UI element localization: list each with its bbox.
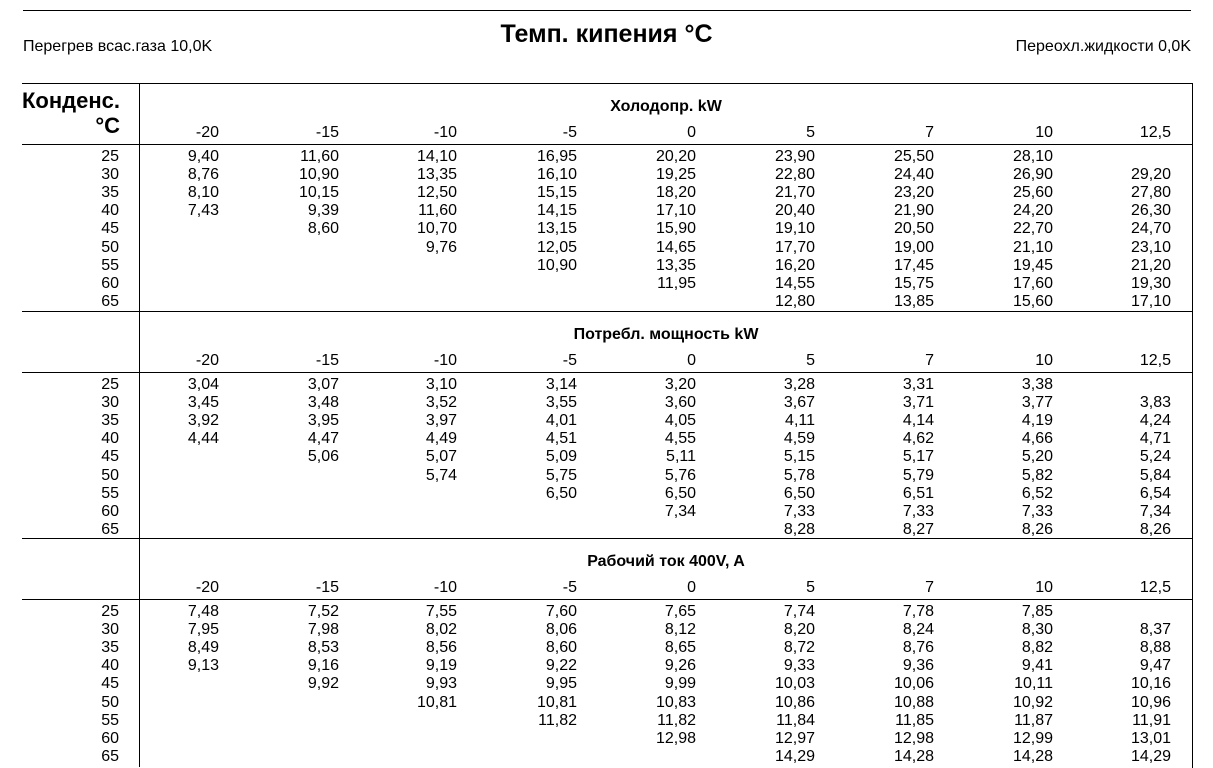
table-cell: 6,50 (545, 485, 577, 502)
table-cell: 4,66 (1021, 430, 1053, 447)
table-cell: 24,40 (893, 166, 934, 183)
table-cell: 21,90 (893, 202, 934, 219)
table-cell: 10,11 (1014, 675, 1053, 692)
evaporating-temp-header: -5 (562, 352, 577, 369)
top-rule (23, 10, 1191, 11)
table-cell: 3,97 (425, 412, 457, 429)
table-cell: 11,82 (657, 712, 696, 729)
condensing-temp-cell: 35 (101, 412, 119, 429)
table-cell: 15,75 (893, 275, 934, 292)
table-cell: 5,11 (666, 448, 696, 465)
table-cell: 5,24 (1139, 448, 1171, 465)
table-row (0, 467, 1213, 485)
table-cell: 8,02 (425, 621, 457, 638)
table-cell: 19,45 (1012, 257, 1053, 274)
table-cell: 9,33 (783, 657, 815, 674)
table-cell: 7,33 (902, 503, 934, 520)
table-cell: 8,65 (664, 639, 696, 656)
table-cell: 5,09 (545, 448, 577, 465)
section-divider (22, 538, 1192, 539)
table-row (0, 657, 1213, 675)
table-row (0, 293, 1213, 311)
table-row (0, 184, 1213, 202)
table-row (0, 412, 1213, 430)
table-cell: 8,10 (187, 184, 219, 201)
table-cell: 16,95 (536, 148, 577, 165)
table-cell: 7,98 (307, 621, 339, 638)
table-cell: 10,96 (1130, 694, 1171, 711)
condensing-temp-cell: 45 (101, 220, 119, 237)
table-cell: 8,60 (307, 220, 339, 237)
table-cell: 12,98 (655, 730, 696, 747)
table-cell: 4,24 (1139, 412, 1171, 429)
table-cell: 10,90 (536, 257, 577, 274)
table-cell: 7,95 (187, 621, 219, 638)
table-cell: 14,29 (774, 748, 815, 765)
table-cell: 11,84 (776, 712, 815, 729)
table-cell: 10,16 (1130, 675, 1171, 692)
condensing-temp-cell: 65 (101, 521, 119, 538)
table-cell: 3,77 (1021, 394, 1053, 411)
table-cell: 14,55 (774, 275, 815, 292)
table-cell: 11,82 (538, 712, 577, 729)
table-cell: 17,45 (893, 257, 934, 274)
table-row (0, 694, 1213, 712)
table-cell: 7,33 (783, 503, 815, 520)
condensing-temp-cell: 60 (101, 275, 119, 292)
table-cell: 9,19 (425, 657, 457, 674)
table-cell: 8,60 (545, 639, 577, 656)
evaporating-temp-header: -15 (315, 352, 339, 369)
evaporating-temp-header: -15 (315, 579, 339, 596)
condensing-temp-cell: 55 (101, 485, 119, 502)
table-cell: 10,15 (298, 184, 339, 201)
table-cell: 13,35 (655, 257, 696, 274)
table-cell: 17,60 (1012, 275, 1053, 292)
table-cell: 8,12 (664, 621, 696, 638)
condensing-temp-cell: 65 (101, 748, 119, 765)
table-cell: 9,39 (307, 202, 339, 219)
table-row (0, 730, 1213, 748)
table-cell: 21,20 (1130, 257, 1171, 274)
table-cell: 12,98 (893, 730, 934, 747)
table-cell: 4,01 (545, 412, 577, 429)
table-cell: 3,92 (187, 412, 219, 429)
table-cell: 3,38 (1021, 376, 1053, 393)
table-cell: 3,04 (187, 376, 219, 393)
table-cell: 19,25 (655, 166, 696, 183)
condensing-temp-cell: 60 (101, 730, 119, 747)
table-cell: 3,28 (783, 376, 815, 393)
evaporating-temp-header: 7 (925, 352, 934, 369)
evaporating-temp-header-row (0, 352, 1213, 370)
table-cell: 8,20 (783, 621, 815, 638)
table-cell: 4,11 (785, 412, 815, 429)
evaporating-temp-header: 12,5 (1139, 579, 1171, 596)
table-cell: 5,20 (1021, 448, 1053, 465)
table-cell: 22,80 (774, 166, 815, 183)
header-separator (22, 144, 1192, 145)
table-cell: 4,51 (545, 430, 577, 447)
table-cell: 3,60 (664, 394, 696, 411)
evaporating-temp-header-row (0, 124, 1213, 142)
condensing-temp-cell: 35 (101, 184, 119, 201)
table-cell: 9,41 (1021, 657, 1053, 674)
table-cell: 4,05 (664, 412, 696, 429)
table-row (0, 712, 1213, 730)
table-cell: 7,34 (664, 503, 696, 520)
condensing-temp-cell: 65 (101, 293, 119, 310)
table-cell: 10,92 (1012, 694, 1053, 711)
table-cell: 16,20 (774, 257, 815, 274)
table-cell: 9,92 (307, 675, 339, 692)
table-row (0, 257, 1213, 275)
table-row (0, 503, 1213, 521)
table-cell: 12,80 (774, 293, 815, 310)
table-row (0, 621, 1213, 639)
table-cell: 21,70 (774, 184, 815, 201)
evaporating-temp-header-row (0, 579, 1213, 597)
table-cell: 5,06 (307, 448, 339, 465)
table-cell: 10,70 (416, 220, 457, 237)
evaporating-temp-header: -15 (315, 124, 339, 141)
condensing-temp-cell: 40 (101, 202, 119, 219)
table-cell: 11,60 (300, 148, 339, 165)
table-row (0, 448, 1213, 466)
table-cell: 3,20 (664, 376, 696, 393)
page-title: Темп. кипения °C (500, 20, 713, 48)
table-cell: 3,52 (425, 394, 457, 411)
table-cell: 4,47 (307, 430, 339, 447)
table-row (0, 485, 1213, 503)
condensing-temp-cell: 40 (101, 430, 119, 447)
table-cell: 5,76 (664, 467, 696, 484)
evaporating-temp-header: -20 (195, 352, 219, 369)
table-cell: 22,70 (1012, 220, 1053, 237)
condensing-temp-cell: 40 (101, 657, 119, 674)
table-cell: 6,50 (664, 485, 696, 502)
table-cell: 3,10 (425, 376, 457, 393)
table-cell: 13,01 (1130, 730, 1171, 747)
header-separator (22, 599, 1192, 600)
table-cell: 11,85 (895, 712, 934, 729)
table-cell: 26,90 (1012, 166, 1053, 183)
table-cell: 13,85 (893, 293, 934, 310)
evaporating-temp-header: 0 (687, 352, 696, 369)
table-cell: 20,50 (893, 220, 934, 237)
section-title: Потребл. мощность kW (573, 326, 759, 343)
table-cell: 16,10 (536, 166, 577, 183)
table-cell: 19,30 (1130, 275, 1171, 292)
evaporating-temp-header: 7 (925, 579, 934, 596)
table-cell: 11,60 (418, 202, 457, 219)
table-cell: 3,45 (187, 394, 219, 411)
table-cell: 14,28 (893, 748, 934, 765)
table-cell: 8,30 (1021, 621, 1053, 638)
table-cell: 8,56 (425, 639, 457, 656)
table-cell: 19,10 (774, 220, 815, 237)
table-cell: 17,70 (774, 239, 815, 256)
evaporating-temp-header: 5 (806, 124, 815, 141)
table-row (0, 239, 1213, 257)
table-cell: 4,14 (902, 412, 934, 429)
table-cell: 6,54 (1139, 485, 1171, 502)
table-cell: 10,81 (536, 694, 577, 711)
table-cell: 12,50 (416, 184, 457, 201)
evaporating-temp-header: 0 (687, 124, 696, 141)
table-cell: 5,07 (425, 448, 457, 465)
table-cell: 14,10 (416, 148, 457, 165)
condensing-temp-cell: 30 (101, 166, 119, 183)
table-cell: 10,90 (298, 166, 339, 183)
table-cell: 13,35 (416, 166, 457, 183)
table-cell: 4,55 (664, 430, 696, 447)
table-cell: 3,48 (307, 394, 339, 411)
condensing-temp-cell: 45 (101, 448, 119, 465)
table-row (0, 148, 1213, 166)
table-cell: 14,15 (536, 202, 577, 219)
table-cell: 8,06 (545, 621, 577, 638)
table-cell: 7,48 (187, 603, 219, 620)
header-separator (22, 372, 1192, 373)
condensing-temp-cell: 35 (101, 639, 119, 656)
table-cell: 9,22 (545, 657, 577, 674)
table-cell: 17,10 (655, 202, 696, 219)
table-cell: 8,82 (1021, 639, 1053, 656)
table-cell: 8,76 (902, 639, 934, 656)
table-cell: 7,78 (902, 603, 934, 620)
table-row (0, 394, 1213, 412)
table-cell: 5,17 (902, 448, 934, 465)
table-cell: 10,06 (893, 675, 934, 692)
table-cell: 9,26 (664, 657, 696, 674)
table-row (0, 603, 1213, 621)
evaporating-temp-header: 10 (1035, 352, 1053, 369)
table-cell: 14,65 (655, 239, 696, 256)
table-cell: 7,74 (783, 603, 815, 620)
evaporating-temp-header: 5 (806, 352, 815, 369)
table-cell: 10,88 (893, 694, 934, 711)
table-cell: 23,20 (893, 184, 934, 201)
table-cell: 7,60 (545, 603, 577, 620)
table-cell: 21,10 (1012, 239, 1053, 256)
condensing-temp-cell: 30 (101, 394, 119, 411)
table-cell: 4,44 (187, 430, 219, 447)
condensing-temp-cell: 25 (101, 148, 119, 165)
table-cell: 3,83 (1139, 394, 1171, 411)
condensing-temp-cell: 45 (101, 675, 119, 692)
table-cell: 8,26 (1021, 521, 1053, 538)
table-cell: 9,99 (664, 675, 696, 692)
table-cell: 3,71 (902, 394, 934, 411)
evaporating-temp-header: 10 (1035, 124, 1053, 141)
table-cell: 24,20 (1012, 202, 1053, 219)
table-cell: 24,70 (1130, 220, 1171, 237)
evaporating-temp-header: -5 (562, 124, 577, 141)
table-cell: 5,79 (902, 467, 934, 484)
table-cell: 9,76 (425, 239, 457, 256)
table-cell: 20,20 (655, 148, 696, 165)
table-cell: 6,51 (902, 485, 934, 502)
table-cell: 9,16 (307, 657, 339, 674)
condensing-temp-cell: 55 (101, 257, 119, 274)
table-cell: 25,60 (1012, 184, 1053, 201)
table-cell: 11,87 (1014, 712, 1053, 729)
table-cell: 4,49 (425, 430, 457, 447)
evaporating-temp-header: -5 (562, 579, 577, 596)
table-cell: 8,76 (187, 166, 219, 183)
table-cell: 7,43 (187, 202, 219, 219)
table-cell: 8,49 (187, 639, 219, 656)
table-cell: 3,07 (307, 376, 339, 393)
evaporating-temp-header: 12,5 (1139, 352, 1171, 369)
table-cell: 9,47 (1139, 657, 1171, 674)
table-cell: 9,36 (902, 657, 934, 674)
evaporating-temp-header: 5 (806, 579, 815, 596)
table-cell: 5,78 (783, 467, 815, 484)
table-cell: 15,15 (536, 184, 577, 201)
table-cell: 18,20 (655, 184, 696, 201)
table-cell: 7,85 (1021, 603, 1053, 620)
evaporating-temp-header: 10 (1035, 579, 1053, 596)
table-cell: 20,40 (774, 202, 815, 219)
table-cell: 4,59 (783, 430, 815, 447)
condensing-temp-cell: 50 (101, 694, 119, 711)
table-row (0, 675, 1213, 693)
table-cell: 10,83 (655, 694, 696, 711)
subcooling-note: Переохл.жидкости 0,0K (1015, 38, 1191, 55)
table-cell: 27,80 (1130, 184, 1171, 201)
table-cell: 7,34 (1139, 503, 1171, 520)
table-cell: 5,75 (545, 467, 577, 484)
table-cell: 4,62 (902, 430, 934, 447)
table-row (0, 748, 1213, 766)
table-cell: 8,26 (1139, 521, 1171, 538)
evaporating-temp-header: -10 (433, 352, 457, 369)
table-cell: 7,55 (425, 603, 457, 620)
table-cell: 5,82 (1021, 467, 1053, 484)
superheat-note: Перегрев всас.газа 10,0K (23, 38, 213, 55)
table-cell: 12,05 (536, 239, 577, 256)
table-cell: 23,10 (1130, 239, 1171, 256)
table-row (0, 166, 1213, 184)
table-cell: 25,50 (893, 148, 934, 165)
section-divider (22, 311, 1192, 312)
condensing-temp-cell: 50 (101, 467, 119, 484)
table-cell: 9,95 (545, 675, 577, 692)
condensing-temp-unit: °C (95, 113, 120, 138)
evaporating-temp-header: -10 (433, 124, 457, 141)
table-cell: 8,27 (902, 521, 934, 538)
table-cell: 7,33 (1021, 503, 1053, 520)
evaporating-temp-header: 0 (687, 579, 696, 596)
table-cell: 9,13 (187, 657, 219, 674)
table-cell: 9,40 (187, 148, 219, 165)
table-cell: 12,99 (1012, 730, 1053, 747)
table-cell: 8,88 (1139, 639, 1171, 656)
table-cell: 6,52 (1021, 485, 1053, 502)
table-row (0, 376, 1213, 394)
evaporating-temp-header: 7 (925, 124, 934, 141)
table-cell: 8,53 (307, 639, 339, 656)
table-cell: 3,31 (902, 376, 934, 393)
table-cell: 8,24 (902, 621, 934, 638)
table-row (0, 639, 1213, 657)
table-cell: 3,14 (545, 376, 577, 393)
evaporating-temp-header: -20 (195, 124, 219, 141)
table-cell: 15,90 (655, 220, 696, 237)
evaporating-temp-header: -20 (195, 579, 219, 596)
table-cell: 26,30 (1130, 202, 1171, 219)
table-row (0, 220, 1213, 238)
table-cell: 17,10 (1130, 293, 1171, 310)
table-cell: 12,97 (774, 730, 815, 747)
condensing-temp-label: Конденс. (22, 88, 120, 113)
table-cell: 4,71 (1139, 430, 1171, 447)
table-cell: 5,15 (783, 448, 815, 465)
condensing-temp-cell: 55 (101, 712, 119, 729)
table-cell: 14,29 (1130, 748, 1171, 765)
table-cell: 11,91 (1132, 712, 1171, 729)
table-cell: 9,93 (425, 675, 457, 692)
table-row (0, 202, 1213, 220)
table-cell: 3,55 (545, 394, 577, 411)
table-cell: 15,60 (1012, 293, 1053, 310)
evaporating-temp-header: 12,5 (1139, 124, 1171, 141)
section-title: Холодопр. kW (610, 98, 722, 115)
table-cell: 29,20 (1130, 166, 1171, 183)
table-cell: 5,74 (425, 467, 457, 484)
section-title: Рабочий ток 400V, A (587, 553, 745, 570)
table-cell: 7,52 (307, 603, 339, 620)
table-row (0, 275, 1213, 293)
table-cell: 10,81 (416, 694, 457, 711)
table-cell: 5,84 (1139, 467, 1171, 484)
table-cell: 3,95 (307, 412, 339, 429)
table-cell: 8,28 (783, 521, 815, 538)
table-cell: 13,15 (536, 220, 577, 237)
condensing-temp-cell: 25 (101, 376, 119, 393)
table-cell: 28,10 (1012, 148, 1053, 165)
condensing-temp-cell: 30 (101, 621, 119, 638)
condensing-temp-cell: 25 (101, 603, 119, 620)
table-cell: 7,65 (664, 603, 696, 620)
table-cell: 10,86 (774, 694, 815, 711)
table-cell: 11,95 (657, 275, 696, 292)
table-cell: 19,00 (893, 239, 934, 256)
table-cell: 23,90 (774, 148, 815, 165)
table-row (0, 521, 1213, 539)
table-row (0, 430, 1213, 448)
condensing-temp-cell: 50 (101, 239, 119, 256)
condensing-temp-cell: 60 (101, 503, 119, 520)
evaporating-temp-header: -10 (433, 579, 457, 596)
table-cell: 14,28 (1012, 748, 1053, 765)
table-cell: 10,03 (774, 675, 815, 692)
table-cell: 3,67 (783, 394, 815, 411)
table-cell: 8,37 (1139, 621, 1171, 638)
table-cell: 8,72 (783, 639, 815, 656)
table-cell: 4,19 (1021, 412, 1053, 429)
table-cell: 6,50 (783, 485, 815, 502)
